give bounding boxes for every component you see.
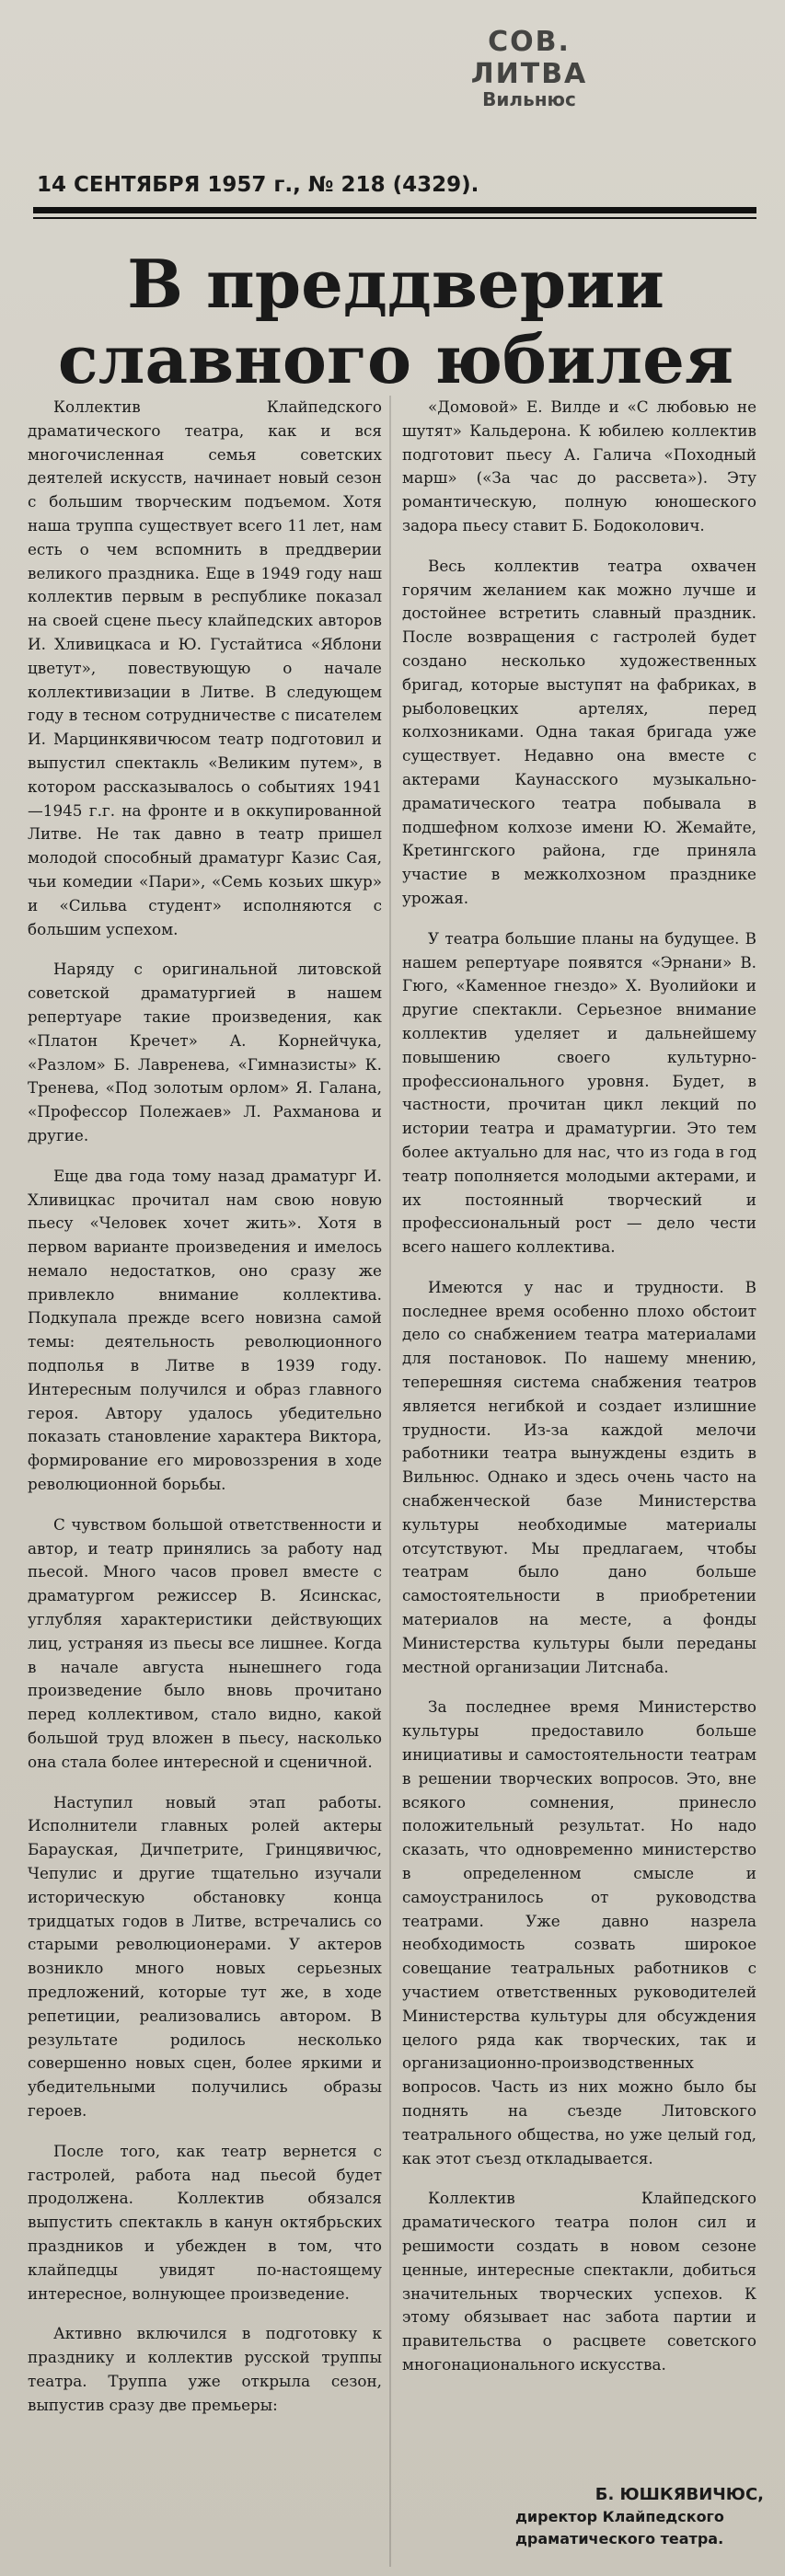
- paragraph: Весь коллектив театра охвачен горячим желанием как можно лучше и достойнее встретить славный праздник. После возвращения с гастролей будет создано несколько художественных бригад, которые выступят на фабриках, в рыболовецких артелях, перед колхозниками. Одна такая бригада уже существует. Недавно она вместе с актерами Каунасского музыкально-драматического театра побывала в подшефном колхозе имени Ю. Жемайте, Кретингского района, где приняла участие в межколхозном празднике урожая.: [402, 556, 756, 907]
- stamp-line-2: Вильнюс: [482, 88, 576, 110]
- paragraph: У театра большие планы на будущее. В нашем репертуаре появятся «Эрнани» В. Гюго, «Каменное гнездо» Х. Вуолийоки и другие спектакли. Серьезное внимание коллектив уделяет и дальнейшему повышению своего культурно-профессионального уровня. Будет, в частности, прочитан цикл лекций по истории театра и драматургии. Это тем более актуально для нас, что из года в год театр пополняется молодыми актерами, и их постоянный творческий и профессиональный рост — дело чести всего нашего коллектива.: [402, 928, 756, 1257]
- paragraph: «Домовой» Е. Вилде и «С любовью не шутят» Кальдерона. К юбилею коллектив подготовит пьесу А. Галича «Походный марш» («За час до рассвета»). Эту романтическую, полную юношеского задора пьесу ставит Б. Бодоколович.: [402, 397, 756, 535]
- paragraph: Коллектив Клайпедского драматического театра полон сил и решимости создать в новом сезоне ценные, интересные спектакли, добиться значительных творческих успехов. К этому обязывает нас забота партии и правительства о расцвете советского многонационального искусства.: [402, 2189, 756, 2374]
- paragraph: Активно включился в подготовку к празднику и коллектив русской труппы театра. Труппа уже открыла сезон, выпустив сразу две премьеры:: [28, 2324, 382, 2414]
- header-rule-thin: [33, 217, 756, 219]
- issue-dateline: 14 СЕНТЯБРЯ 1957 г., № 218 (4329).: [37, 173, 479, 197]
- author-name: Б. ЮШКЯВИЧЮС,: [595, 2485, 764, 2504]
- author-signature: [479, 2484, 764, 2550]
- stamp-line-1: СОВ. ЛИТВА: [470, 26, 588, 90]
- article-column-right: [402, 396, 756, 2394]
- paragraph: После того, как театр вернется с гастролей, работа над пьесой будет продолжена. Коллектив обязался выпустить спектакль в канун октябрьских праздников и убежден в том, что клайпедцы увидят по-настоящему интересное, волнующее произведение.: [28, 2141, 382, 2303]
- paragraph: С чувством большой ответственности и автор, и театр принялись за работу над пьесой. Много часов провел вместе с драматургом режиссер В. Ясинскас, углубляя характеристики действующих лиц, устраняя из пьесы все лишнее. Когда в начале августа нынешнего года произведение было вновь прочитано перед коллективом, стало видно, какой большой труд вложен в пьесу, насколько она стала более интересной и сценичной.: [28, 1514, 382, 1771]
- paragraph: За последнее время Министерство культуры предоставило больше инициативы и самостоятельности театрам в решении творческих вопросов. Это, вне всякого сомнения, принесло положительный результат. Но надо сказать, что одновременно министерство в определенном смысле и самоустранилось от руководства театрами. Уже давно назрела необходимость созвать широкое совещание театральных работников с участием ответственных руководителей Министерства культуры для обсуждения целого ряда как творческих, так и организационно-производственных вопросов. Часть из них можно было бы поднять на съезде Литовского театрального общества, но уже целый год, как этот съезд откладывается.: [402, 1697, 756, 2168]
- column-divider: [389, 396, 391, 2567]
- article-headline: В преддверии славного юбилея: [57, 245, 734, 398]
- paragraph: Наступил новый этап работы. Исполнители главных ролей актеры Барауская, Дичпетрите, Гринцявичюс, Чепулис и другие тщательно изучали историческую обстановку конца тридцатых годов в Литве, встречались со старыми революционерами. У актеров возникло много новых серьезных предложений, которые тут же, в ходе репетиции, реализовались автором. В результате родилось несколько совершенно новых сцен, более яркими и убедительными получились образы героев.: [28, 1792, 382, 2120]
- article-column-left: [28, 396, 382, 2434]
- header-rule-thick: [33, 207, 756, 213]
- paragraph: Наряду с оригинальной литовской советской драматургией в нашем репертуаре такие произведения, как «Платон Кречет» А. Корнейчука, «Разлом» Б. Лавренева, «Гимназисты» К. Тренева, «Под золотым орлом» Я. Галана, «Профессор Полежаев» Л. Рахманова и другие.: [28, 960, 382, 1144]
- paragraph: Еще два года тому назад драматург И. Хливицкас прочитал нам свою новую пьесу «Человек хочет жить». Хотя в первом варианте произведения и имелось немало недостатков, оно сразу же привлекло внимание коллектива. Подкупала прежде всего новизна самой темы: деятельность революционного подполья в Литве в 1939 году. Интересным получился и образ главного героя. Автору удалось убедительно показать становление характера Виктора, формирование его мировоззрения в ходе революционной борьбы.: [28, 1166, 382, 1494]
- source-stamp: [433, 26, 626, 110]
- author-role: директор Клайпедского драматического театра.: [515, 2508, 724, 2547]
- paragraph: Имеются у нас и трудности. В последнее время особенно плохо обстоит дело со снабжением театра материалами для постановок. По нашему мнению, теперешняя система снабжения театров является негибкой и создает излишние трудности. Из-за каждой мелочи работники театра вынуждены ездить в Вильнюс. Однако и здесь очень часто на снабженческой базе Министерства культуры необходимые материалы отсутствуют. Мы предлагаем, чтобы театрам было дано больше самостоятельности в приобретении материалов на месте, а фонды Министерства культуры были переданы местной организации Литснаба.: [402, 1277, 756, 1676]
- paragraph: Коллектив Клайпедского драматического театра, как и вся многочисленная семья советских деятелей искусств, начинает новый сезон с большим творческим подъемом. Хотя наша труппа существует всего 11 лет, нам есть о чем вспомнить в преддверии великого праздника. Еще в 1949 году наш коллектив первым в республике показал на своей сцене пьесу клайпедских авторов И. Хливицкаса и Ю. Густайтиса «Яблони цветут», повествующую о начале коллективизации в Литве. В следующем году в тесном сотрудничестве с писателем И. Марцинкявичюсом театр подготовил и выпустил спектакль «Великим путем», в котором рассказывалось о событиях 1941—1945 г.г. на фронте и в оккупированной Литве. Не так давно в театр пришел молодой способный драматург Казис Сая, чьи комедии «Пари», «Семь козьих шкур» и «Сильва студент» исполняются с большим успехом.: [28, 397, 382, 938]
